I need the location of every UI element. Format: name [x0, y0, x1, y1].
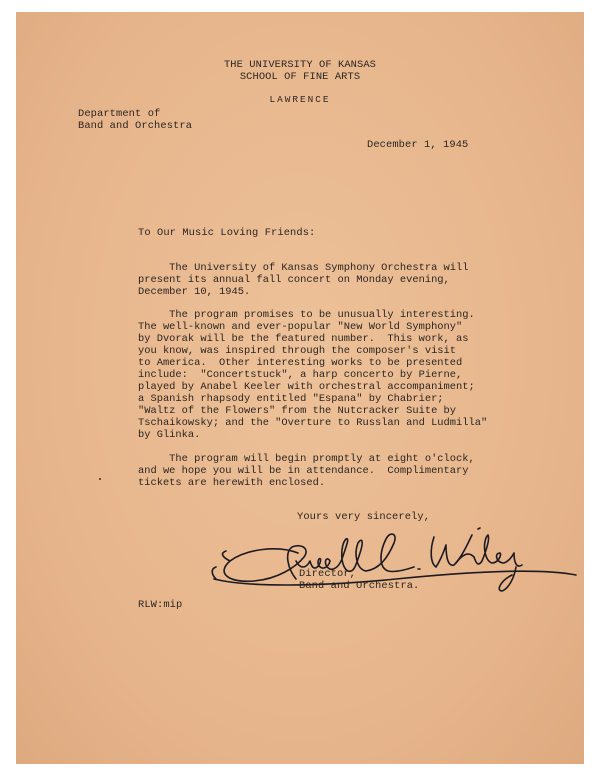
letter-date: December 1, 1945: [367, 139, 469, 151]
letter-page: [16, 12, 584, 764]
paragraph-1-line-1: The University of Kansas Symphony Orchestra will: [138, 262, 469, 274]
paragraph-2-line-5: to America. Other interesting works to be presented: [138, 357, 463, 369]
paragraph-2-line-1: The program promises to be unusually interesting.: [138, 309, 475, 321]
salutation: To Our Music Loving Friends:: [138, 227, 316, 239]
paragraph-2-line-11: by Glinka.: [138, 429, 201, 441]
paragraph-3-line-3: tickets are herewith enclosed.: [138, 477, 326, 489]
letterhead-school: SCHOOL OF FINE ARTS: [239, 71, 361, 83]
letterhead-university: THE UNIVERSITY OF KANSAS: [223, 59, 377, 71]
paper-speck: [99, 478, 101, 480]
paragraph-1-line-2: present its annual fall concert on Monday evening,: [138, 274, 450, 286]
paragraph-2-line-4: you know, was inspired through the composer's visit: [138, 345, 457, 357]
paragraph-2-line-3: by Dvorak will be the featured number. This work, as: [138, 333, 469, 345]
signer-title: Director,: [299, 568, 357, 580]
paragraph-1-line-3: December 10, 1945.: [138, 286, 251, 298]
closing: Yours very sincerely,: [297, 511, 431, 523]
reference-initials: RLW:mip: [138, 599, 183, 611]
paragraph-2-line-8: a Spanish rhapsody entitled "Espana" by Chabrier;: [138, 393, 444, 405]
paragraph-2-line-7: played by Anabel Keeler with orchestral accompaniment;: [138, 381, 475, 393]
paragraph-3-line-1: The program will begin promptly at eight o'clock,: [138, 453, 475, 465]
department-line-2: Band and Orchestra: [78, 120, 193, 132]
paragraph-3-line-2: and we hope you will be in attendance. Complimentary: [138, 465, 469, 477]
signer-department: Band and Orchestra.: [299, 580, 420, 592]
letterhead-city: LAWRENCE: [269, 94, 331, 105]
paragraph-2-line-9: "Waltz of the Flowers" from the Nutcracker Suite by: [138, 405, 457, 417]
paragraph-2-line-6: include: "Concertstuck", a harp concerto by Pierne,: [138, 369, 463, 381]
paragraph-2-line-10: Tschaikowsky; and the "Overture to Russlan and Ludmilla": [138, 417, 488, 429]
handwritten-signature: [16, 517, 584, 607]
paragraph-2-line-2: The well-known and ever-popular "New World Symphony": [138, 321, 463, 333]
department-line-1: Department of: [78, 108, 161, 120]
